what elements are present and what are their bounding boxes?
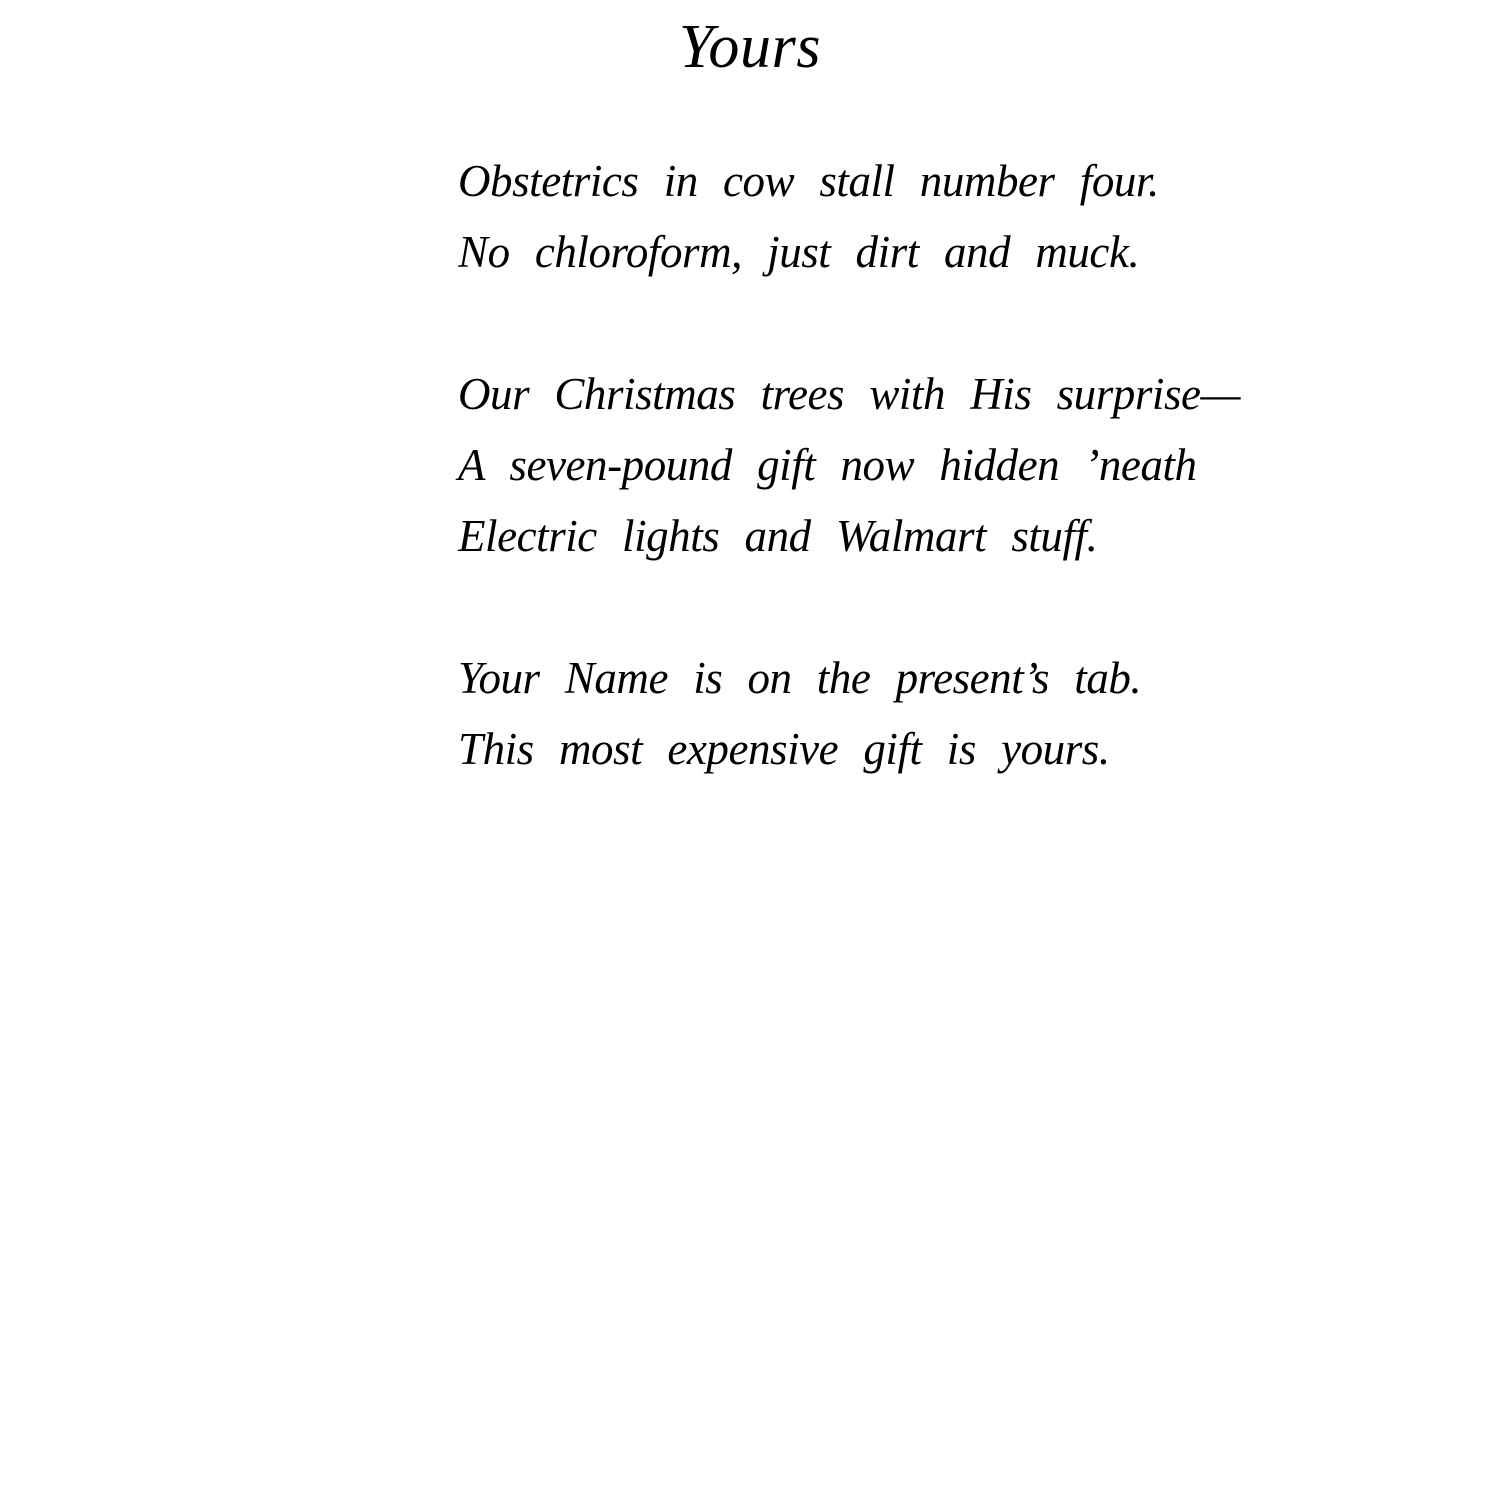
- poem-line: Electric lights and Walmart stuff.: [458, 511, 1098, 561]
- poem-line: A seven-pound gift now hidden ’neath: [458, 440, 1197, 490]
- poem-line: Obstetrics in cow stall number four.: [458, 156, 1159, 206]
- poem-line: This most expensive gift is yours.: [458, 724, 1110, 774]
- stanza-1: [458, 146, 1240, 288]
- stanza-2: [458, 359, 1240, 572]
- poem-title: Yours: [678, 13, 822, 81]
- poem-line: Our Christmas trees with His surprise—: [458, 369, 1241, 419]
- stanza-3: [458, 643, 1240, 785]
- poem-body: [458, 146, 1240, 856]
- poem-line: Your Name is on the present’s tab.: [458, 653, 1142, 703]
- poem-line: No chloroform, just dirt and muck.: [458, 227, 1140, 277]
